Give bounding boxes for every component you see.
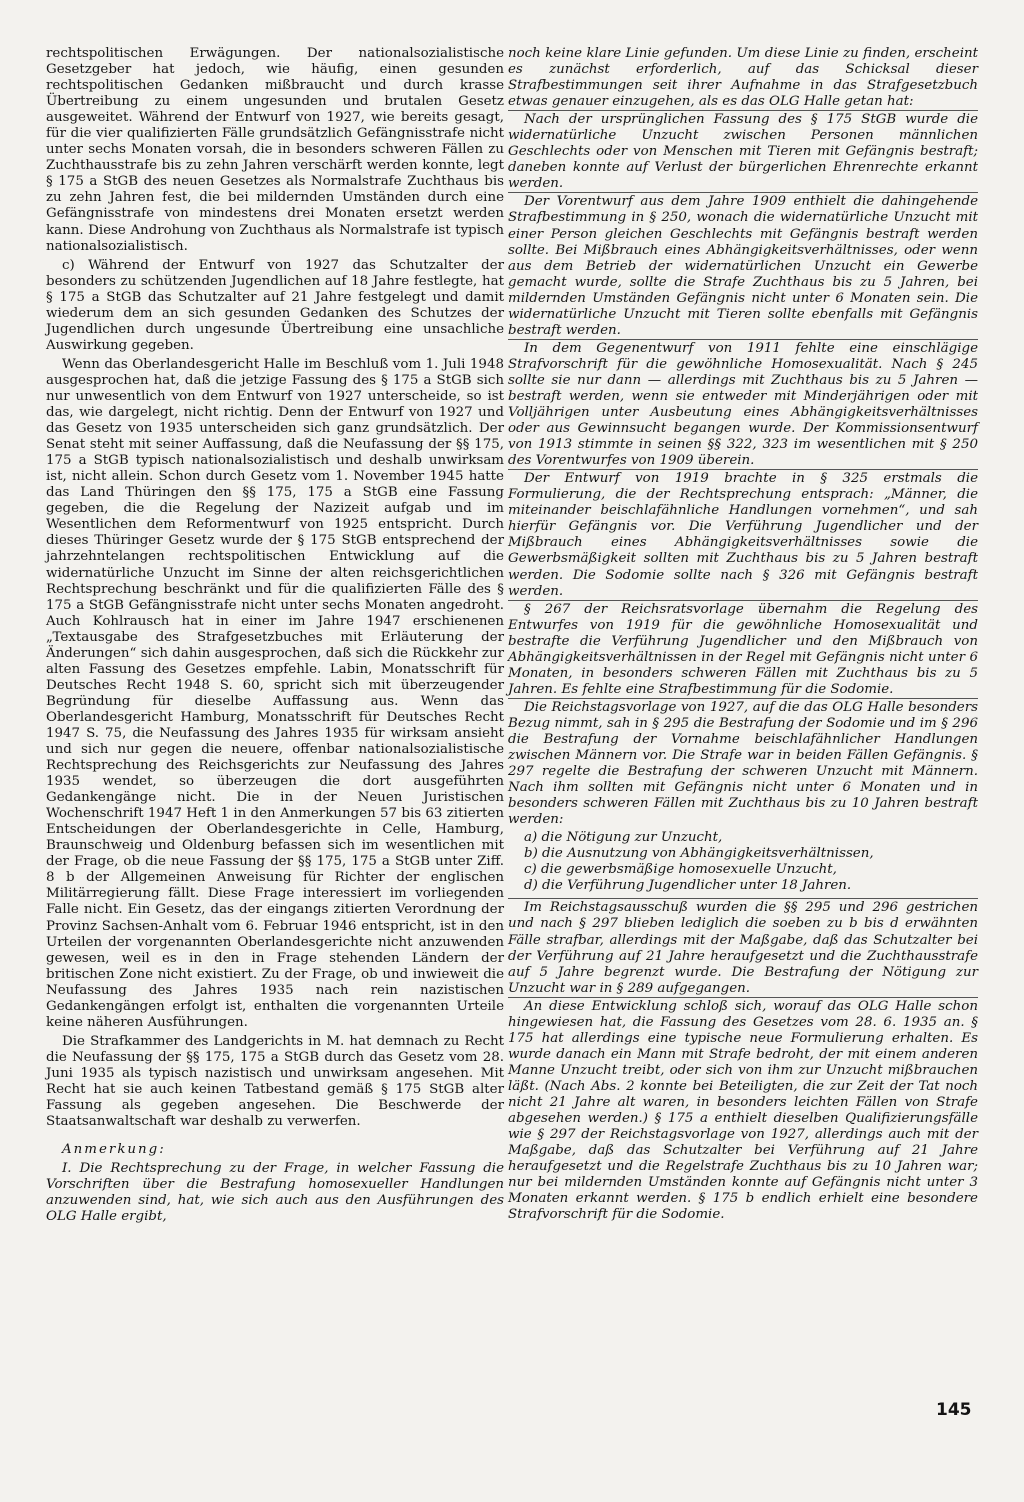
page-number: 145 xyxy=(936,1400,972,1420)
list-item: a) die Nötigung zur Unzucht, xyxy=(524,830,723,846)
paragraph: Die Strafkammer des Landgerichts in M. hat demnach zu Recht die Neufassung der §§ 175, 175 a StGB durch das Gesetz vom 28. Juni 1935 als typisch nazistisch und unwirksam angesehen. Mit Recht hat sie auch keinen Tatbestand gemäß § 175 StGB alter Fassung als gegeben angesehen. Die Beschwerde der Staatsanwaltschaft war deshalb zu verwerfen. xyxy=(46,1033,504,1130)
right-column xyxy=(508,46,978,1223)
left-column xyxy=(46,46,504,1225)
paragraph: Wenn das Oberlandesgericht Halle im Beschluß vom 1. Juli 1948 ausgesprochen hat, daß die jetzige Fassung des § 175 a StGB sich nur unwesentlich von dem Entwurf von 1927 unterscheide, so ist das, wie dargelegt, nicht richtig. Denn der Entwurf von 1927 und das Gesetz von 1935 unterscheiden sich ganz grundsätzlich. Der Senat steht mit seiner Auffassung, daß die Neufassung der §§ 175, 175 a StGB typisch nationalsozialistisch und deshalb unwirksam ist, nicht allein. Schon durch Gesetz vom 1. November 1945 hatte das Land Thüringen den §§ 175, 175 a StGB eine Fassung gegeben, die die Regelung der Nazizeit aufgab und im Wesentlichen dem Reformentwurf von 1925 entspricht. Durch dieses Thüringer Gesetz wurde der § 175 StGB entsprechend der jahrzehntelangen rechtspolitischen Entwicklung auf die widernatürliche Unzucht im Sinne der alten reichsgerichtlichen Rechtsprechung beschränkt und für die qualifizierten Fälle des § 175 a StGB Gefängnisstrafe nicht unter sechs Monaten angedroht. Auch Kohlrausch hat in einer im Jahre 1947 erschienenen „Textausgabe des Strafgesetzbuches mit Erläuterung der Änderungen“ sich dahin ausgesprochen, daß sich die Rückkehr zur alten Fassung des Gesetzes empfehle. Labin, Monatsschrift für Deutsches Recht 1948 S. 60, spricht sich mit überzeugender Begründung für dieselbe Auffassung aus. Wenn das Oberlandesgericht Hamburg, Monatsschrift für Deutsches Recht 1947 S. 75, die Neufassung des Jahres 1935 für wirksam ansieht und sich nur gegen die neuere, offenbar nationalsozialistische Rechtsprechung des Reichsgerichts zur Neufassung des Jahres 1935 wendet, so überzeugen die dort ausgeführten Gedankengänge nicht. Die in der Neuen Juristischen Wochenschrift 1947 Heft 1 in den Anmerkungen 57 bis 63 zitierten Entscheidungen der Oberlandesgerichte in Celle, Hamburg, Braunschweig und Oldenburg befassen sich im wesentlichen mit der Frage, ob die neue Fassung der §§ 175, 175 a StGB unter Ziff. 8 b der Allgemeinen Anweisung für Richter der englischen Militärregierung fällt. Diese Frage interessiert im vorliegenden Falle nicht. Ein Gesetz, das der eingangs zitierten Verordnung der Provinz Sachsen-Anhalt vom 6. Februar 1946 entspricht, ist in den Urteilen der vorgenannten Oberlandesgerichte nicht anzuwenden gewesen, weil es in den in Frage stehenden Ländern der britischen Zone nicht existiert. Zu der Frage, ob und inwieweit die Neufassung des Jahres 1935 nach rein nazistischen Gedankengängen erfolgt ist, enthalten die vorgenannten Urteile keine näheren Ausführungen. xyxy=(46,356,504,1030)
paragraph: c) Während der Entwurf von 1927 das Schutzalter der besonders zu schützenden Jugendlichen auf 18 Jahre festlegte, hat § 175 a StGB das Schutzalter auf 21 Jahre festgelegt und damit wiederum dem an sich gesunden Gedanken des Schutzes der Jugendlichen durch ungesunde Übertreibung eine unsachliche Auswirkung gegeben. xyxy=(46,257,504,353)
paragraph: § 267 der Reichsratsvorlage übernahm die Regelung des Entwurfes von 1919 für die gewöhnliche Homosexualität und bestrafte die Verführung Jugendlicher und den Mißbrauch von Abhängigkeitsverhältnissen in der Regel mit Gefängnis nicht unter 6 Monaten, in besonders schweren Fällen mit Zuchthaus bis zu 5 Jahren. Es fehlte eine Strafbestimmung für die Sodomie. xyxy=(508,601,978,697)
paragraph: I. Die Rechtsprechung zu der Frage, in welcher Fassung die Vorschriften über die Bestrafung homosexueller Handlungen anzuwenden sind, hat, wie sich auch aus den Ausführungen des OLG Halle ergibt, xyxy=(46,1161,504,1225)
paragraph: Nach der ursprünglichen Fassung des § 175 StGB wurde die widernatürliche Unzucht zwischen Personen männlichen Geschlechts oder von Menschen mit Tieren mit Gefängnis bestraft; daneben konnte auf Verlust der bürgerlichen Ehrenrechte erkannt werden. xyxy=(508,112,978,192)
list-item: b) die Ausnutzung von Abhängigkeitsverhältnissen, xyxy=(524,846,874,862)
paragraph: Der Vorentwurf aus dem Jahre 1909 enthielt die dahingehende Strafbestimmung in § 250, wonach die widernatürliche Unzucht mit einer Person gleichen Geschlechts mit Gefängnis bestraft werden sollte. Bei Mißbrauch eines Abhängigkeitsverhältnisses, oder wenn aus dem Betrieb der widernatürlichen Unzucht ein Gewerbe gemacht wurde, sollte die Strafe Zuchthaus bis zu 5 Jahren, bei mildernden Umständen Gefängnis nicht unter 6 Monaten sein. Die widernatürliche Unzucht mit Tieren sollte ebenfalls mit Gefängnis bestraft werden. xyxy=(508,194,978,338)
paragraph: An diese Entwicklung schloß sich, worauf das OLG Halle schon hingewiesen hat, die Fassung des Gesetzes vom 28. 6. 1935 an. § 175 hat allerdings eine typische neue Formulierung erhalten. Es wurde danach ein Mann mit Strafe bedroht, der mit einem anderen Manne Unzucht treibt, oder sich von ihm zur Unzucht mißbrauchen läßt. (Nach Abs. 2 konnte bei Beteiligten, die zur Zeit der Tat noch nicht 21 Jahre alt waren, in besonders leichten Fällen von Strafe abgesehen werden.) § 175 a enthielt dieselben Qualifizierungsfälle wie § 297 der Reichstagsvorlage von 1927, allerdings auch mit der Maßgabe, daß das Schutzalter bei Verführung auf 21 Jahre heraufgesetzt und die Regelstrafe Zuchthaus bis zu 10 Jahren war; nur bei mildernden Umständen konnte auf Gefängnis nicht unter 3 Monaten erkannt werden. § 175 b endlich erhielt eine besondere Strafvorschrift für die Sodomie. xyxy=(508,998,978,1223)
note-heading: Anmerkung: xyxy=(62,1142,166,1158)
list-item: c) die gewerbsmäßige homosexuelle Unzucht, xyxy=(524,862,837,878)
paragraph: Im Reichstagsausschuß wurden die §§ 295 und 296 gestrichen und nach § 297 blieben lediglich die soeben zu b bis d erwähnten Fälle strafbar, allerdings mit der Maßgabe, daß das Schutzalter bei der Verführung auf 21 Jahre heraufgesetzt und die Zuchthausstrafe auf 5 Jahre begrenzt wurde. Die Bestrafung der Nötigung zur Unzucht war in § 289 aufgegangen. xyxy=(508,900,978,996)
paragraph: rechtspolitischen Erwägungen. Der nationalsozialistische Gesetzgeber hat jedoch, wie häufig, einen gesunden rechtspolitischen Gedanken mißbraucht und durch krasse Übertreibung zu einem ungesunden und brutalen Gesetz ausgeweitet. Während der Entwurf von 1927, wie bereits gesagt, für die vier qualifizierten Fälle grundsätzlich Gefängnisstrafe nicht unter sechs Monaten vorsah, die in besonders schweren Fällen zu Zuchthausstrafe bis zu zehn Jahren verschärft werden konnte, legt § 175 a StGB des neuen Gesetzes als Normalstrafe Zuchthaus bis zu zehn Jahren fest, die bei mildernden Umständen durch eine Gefängnisstrafe von mindestens drei Monaten ersetzt werden kann. Diese Androhung von Zuchthaus als Normalstrafe ist typisch nationalsozialistisch. xyxy=(46,46,504,254)
enumerated-list xyxy=(508,830,978,894)
list-item: d) die Verführung Jugendlicher unter 18 Jahren. xyxy=(524,878,852,894)
paragraph: noch keine klare Linie gefunden. Um diese Linie zu finden, erscheint es zunächst erforderlich, auf das Schicksal dieser Strafbestimmungen seit ihrer Aufnahme in das Strafgesetzbuch etwas genauer einzugehen, als es das OLG Halle getan hat: xyxy=(508,46,978,110)
paragraph: In dem Gegenentwurf von 1911 fehlte eine einschlägige Strafvorschrift für die gewöhnliche Homosexualität. Nach § 245 sollte sie nur dann — allerdings mit Zuchthaus bis zu 5 Jahren — bestraft werden, wenn sie entweder mit Minderjährigen oder mit Volljährigen unter Ausbeutung eines Abhängigkeitsverhältnisses oder aus Gewinnsucht begangen wurde. Der Kommissionsentwurf von 1913 stimmte in seinen §§ 322, 323 im wesentlichen mit § 250 des Vorentwurfes von 1909 überein. xyxy=(508,340,978,469)
paragraph: Der Entwurf von 1919 brachte in § 325 erstmals die Formulierung, die der Rechtsprechung entsprach: „Männer, die miteinander beischlafähnliche Handlungen vornehmen“, und sah hierfür Gefängnis vor. Die Verführung Jugendlicher und der Mißbrauch eines Abhängigkeitsverhältnisses sowie die Gewerbsmäßigkeit sollten mit Zuchthaus bis zu 5 Jahren bestraft werden. Die Sodomie sollte nach § 326 mit Gefängnis bestraft werden. xyxy=(508,471,978,599)
paragraph: Die Reichstagsvorlage von 1927, auf die das OLG Halle besonders Bezug nimmt, sah in § 295 die Bestrafung der Sodomie und im § 296 die Bestrafung der Vornahme beischlafähnlicher Handlungen zwischen Männern vor. Die Strafe war in beiden Fällen Gefängnis. § 297 regelte die Bestrafung der schweren Unzucht mit Männern. Nach ihm sollten mit Gefängnis nicht unter 6 Monaten und in besonders schweren Fällen mit Zuchthaus bis zu 10 Jahren bestraft werden: xyxy=(508,699,978,828)
